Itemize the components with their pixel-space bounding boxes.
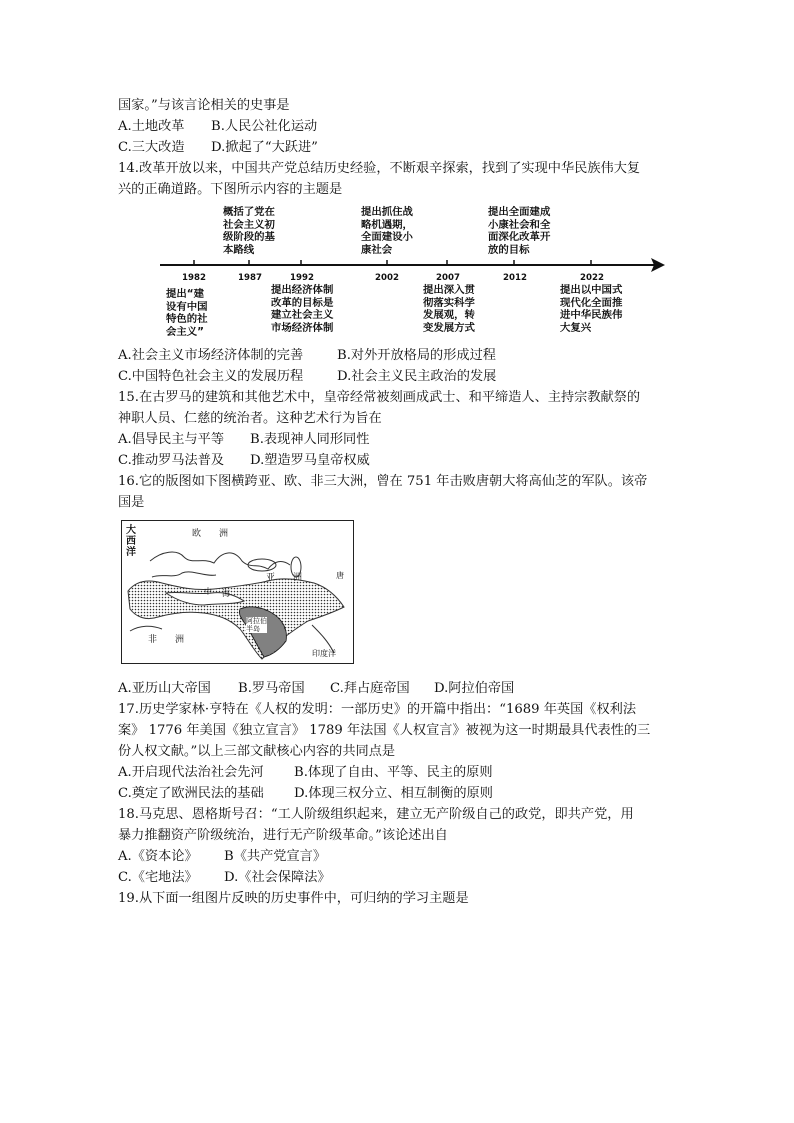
map-label-arabia: 阿拉伯 半岛: [246, 617, 267, 633]
q17-stem-line-1: 17.历史学家林·亨特在《人权的发明：一部历史》的开篇中指出：“1689 年英国《权利法: [118, 702, 637, 717]
q18-stem-line-1: 18.马克思、恩格斯号召：“工人阶级组织起来，建立无产阶级自己的政党，即共产党，用: [118, 807, 634, 822]
q14-option-b: B.对外开放格局的形成过程: [337, 348, 496, 363]
q17-stem-line-3: 份人权文献。”以上三部文献核心内容的共同点是: [118, 744, 396, 759]
map-label-europe: 欧 洲: [192, 529, 229, 539]
timeline-year-2007: 2007: [436, 273, 460, 283]
q15-stem-line-2: 神职人员、仁慈的统治者。这种艺术行为旨在: [118, 411, 382, 426]
q16-option-d: D.阿拉伯帝国: [434, 681, 515, 696]
q15-option-d: D.塑造罗马皇帝权威: [250, 453, 370, 468]
timeline-event-2002: 提出抓住战 略机遇期， 全面建设小 康社会: [361, 206, 413, 256]
q15-option-a: A.倡导民主与平等: [118, 432, 225, 447]
q14-option-d: D.社会主义民主政治的发展: [337, 369, 497, 384]
q18-option-d: D.《社会保障法》: [224, 870, 331, 885]
timeline-event-1987: 概括了党在 社会主义初 级阶段的基 本路线: [223, 206, 275, 256]
map-label-middle: 中: [204, 587, 212, 596]
q19-stem-line-1: 19.从下面一组图片反映的历史事件中，可归纳的学习主题是: [118, 891, 469, 906]
timeline-year-2002: 2002: [375, 273, 399, 283]
q15-option-b: B.表现神人同形同性: [250, 432, 370, 447]
q13-option-b: B.人民公社化运动: [211, 119, 318, 134]
q15-option-c: C.推动罗马法普及: [118, 453, 225, 468]
q16-option-b: B.罗马帝国: [238, 681, 305, 696]
timeline-year-1987: 1987: [238, 273, 262, 283]
map-label-africa: 非 洲: [148, 635, 185, 645]
q16-stem-line-1: 16.它的版图如下图横跨亚、欧、非三大洲，曾在 751 年击败唐朝大将高仙芝的军队。该帝: [118, 474, 648, 489]
timeline-year-1982: 1982: [182, 273, 206, 283]
q14-option-a: A.社会主义市场经济体制的完善: [118, 348, 304, 363]
q15-stem-line-1: 15.在古罗马的建筑和其他艺术中，皇帝经常被刻画成武士、和平缔造人、主持宗教献祭的: [118, 390, 641, 405]
map-label-asia: 亚 洲: [266, 573, 303, 583]
map-label-indian-ocean: 印度洋: [312, 649, 336, 658]
timeline-year-2022: 2022: [580, 273, 604, 283]
q17-option-d: D.体现三权分立、相互制衡的原则: [294, 786, 493, 801]
q16-map: [121, 520, 354, 664]
q18-stem-line-2: 暴力推翻资产阶级统治，进行无产阶级革命。”该论述出自: [118, 828, 448, 843]
q17-stem-line-2: 案》 1776 年美国《独立宣言》 1789 年法国《人权宣言》被视为这一时期最具代表性的三: [118, 723, 651, 738]
timeline-event-1992: 提出经济体制 改革的目标是 建立社会主义 市场经济体制: [271, 284, 334, 334]
q13-option-c: C.三大改造: [118, 140, 185, 155]
q13-option-a: A.土地改革: [118, 119, 185, 134]
q18-option-b: B《共产党宣言》: [224, 849, 327, 864]
q14-option-c: C.中国特色社会主义的发展历程: [118, 369, 304, 384]
q14-stem-line-1: 14.改革开放以来，中国共产党总结历史经验，不断艰辛探索，找到了实现中华民族伟大复: [118, 161, 641, 176]
timeline-event-2012: 提出全面建成 小康社会和全 面深化改革开 放的目标: [488, 206, 551, 256]
q13-option-d: D.掀起了“大跃进”: [211, 140, 318, 155]
q16-option-c: C.拜占庭帝国: [330, 681, 410, 696]
timeline-event-2007: 提出深入贯 彻落实科学 发展观，转 变发展方式: [423, 284, 475, 334]
q14-timeline: [150, 202, 680, 344]
map-label-sea: 海: [222, 589, 230, 598]
timeline-year-2012: 2012: [503, 273, 527, 283]
q17-option-c: C.奠定了欧洲民法的基础: [118, 786, 264, 801]
q18-option-a: A.《资本论》: [118, 849, 198, 864]
q13-stem: 国家。”与该言论相关的史事是: [118, 98, 290, 113]
q17-option-b: B.体现了自由、平等、民主的原则: [294, 765, 493, 780]
map-label-atlantic: 大 西 洋: [126, 525, 136, 558]
q18-option-c: C.《宅地法》: [118, 870, 198, 885]
q14-stem-line-2: 兴的正确道路。下图所示内容的主题是: [118, 182, 343, 197]
timeline-event-2022: 提出以中国式 现代化全面推 进中华民族伟 大复兴: [560, 284, 623, 334]
q16-stem-line-2: 国是: [118, 495, 145, 510]
timeline-year-1992: 1992: [290, 273, 314, 283]
map-label-tang: 唐: [336, 571, 344, 580]
q17-option-a: A.开启现代法治社会先河: [118, 765, 264, 780]
q16-option-a: A.亚历山大帝国: [118, 681, 211, 696]
timeline-event-1982: 提出“建 设有中国 特色的社 会主义”: [166, 288, 208, 338]
